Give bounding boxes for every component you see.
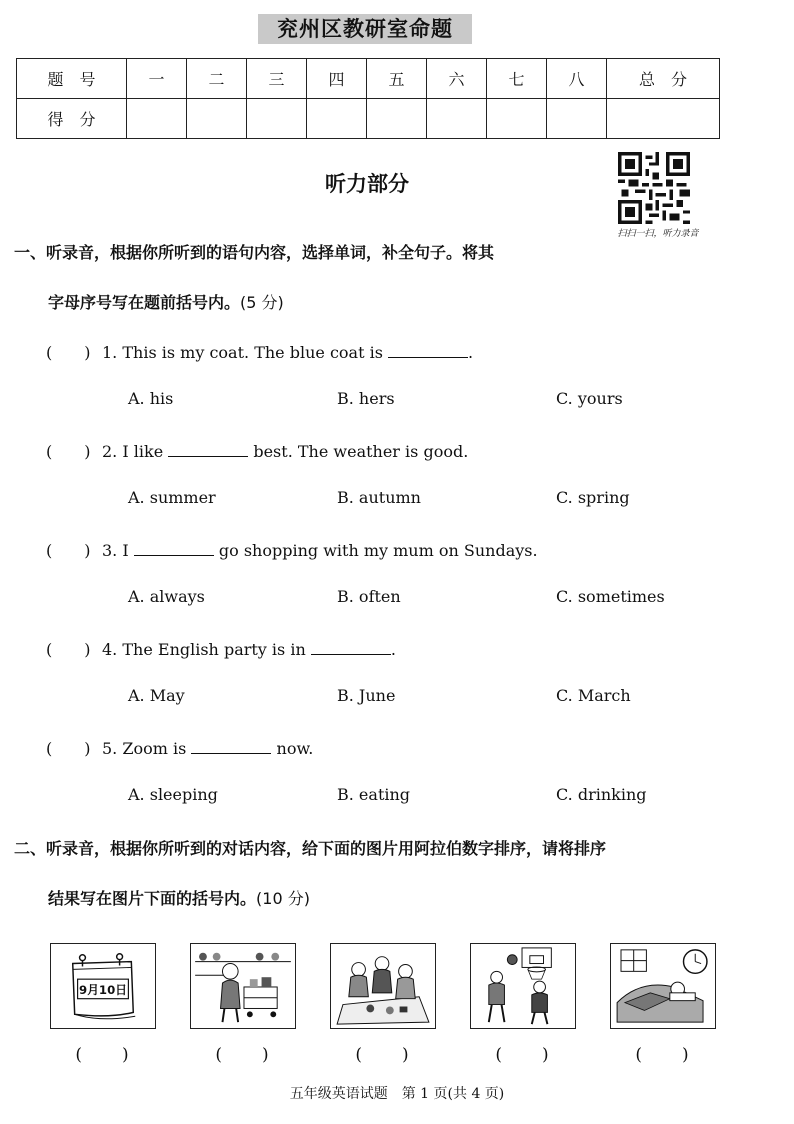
option-c: C. drinking (556, 785, 647, 804)
score-table (16, 58, 720, 139)
page-footer: 五年级英语试题 第 1 页(共 4 页) (289, 1086, 505, 1102)
score-cell[interactable] (367, 99, 427, 139)
score-cell[interactable] (307, 99, 367, 139)
option-b: B. June (337, 686, 396, 705)
score-cell[interactable] (187, 99, 247, 139)
question-5 (46, 736, 313, 759)
score-cell[interactable] (487, 99, 547, 139)
qr-caption: 扫扫一扫，听力录音 (617, 229, 699, 239)
option-c: C. sometimes (556, 587, 665, 606)
option-a: A. always (128, 587, 205, 606)
score-column-6: 六 (427, 59, 487, 99)
score-table-header-row (17, 59, 720, 99)
calendar-date-text: 9月10日 (79, 982, 127, 997)
score-table-score-row (17, 99, 720, 139)
question-text-pre: 1. This is my coat. The blue coat is (102, 343, 383, 362)
basketball-icon (470, 943, 576, 1029)
option-b: B. eating (337, 785, 411, 804)
score-column-1: 一 (127, 59, 187, 99)
score-row2-label: 得 分 (17, 99, 127, 139)
option-a: A. May (128, 686, 185, 705)
question-2 (46, 439, 468, 462)
answer-paren[interactable]: ( ) (46, 343, 91, 362)
question-text-post: best. The weather is good. (253, 442, 469, 461)
picture-2-answer-paren[interactable]: ( ) (215, 1045, 271, 1065)
picture-5-answer-paren[interactable]: ( ) (635, 1045, 691, 1065)
score-column-8: 八 (547, 59, 607, 99)
shopping-icon (190, 943, 296, 1029)
answer-paren[interactable]: ( ) (46, 442, 91, 461)
option-a: A. summer (128, 488, 216, 507)
score-total-cell[interactable] (607, 99, 720, 139)
question-text-post: . (468, 343, 474, 362)
question-3 (46, 538, 538, 561)
question-text-pre: 3. I (102, 541, 129, 560)
question-4 (46, 637, 396, 660)
fill-blank[interactable] (388, 342, 468, 358)
fill-blank[interactable] (168, 441, 248, 457)
option-c: C. March (556, 686, 631, 705)
fill-blank[interactable] (134, 540, 214, 556)
option-b: B. autumn (337, 488, 421, 507)
part1-instruction-line2 (48, 290, 284, 313)
option-c: C. yours (556, 389, 623, 408)
exam-header-title: 兖州区教研室命题 (258, 14, 472, 44)
picnic-icon (330, 943, 436, 1029)
question-text-pre: 4. The English party is in (102, 640, 306, 659)
question-text-pre: 2. I like (102, 442, 164, 461)
picture-4-answer-paren[interactable]: ( ) (495, 1045, 551, 1065)
score-column-7: 七 (487, 59, 547, 99)
part2-instruction-line2 (48, 886, 310, 909)
score-column-2: 二 (187, 59, 247, 99)
part2-points: (10 分) (256, 889, 310, 908)
score-row-label: 题 号 (17, 59, 127, 99)
answer-paren[interactable]: ( ) (46, 541, 91, 560)
part1-points: (5 分) (240, 293, 284, 312)
option-b: B. hers (337, 389, 395, 408)
question-text-post: now. (276, 739, 314, 758)
score-cell[interactable] (547, 99, 607, 139)
part2-instruction-text: 结果写在图片下面的括号内。 (48, 889, 257, 908)
calendar-icon (50, 943, 156, 1029)
fill-blank[interactable] (191, 738, 271, 754)
option-c: C. spring (556, 488, 630, 507)
answer-paren[interactable]: ( ) (46, 739, 91, 758)
score-cell[interactable] (247, 99, 307, 139)
section-title: 听力部分 (325, 172, 409, 196)
score-column-3: 三 (247, 59, 307, 99)
score-cell[interactable] (127, 99, 187, 139)
part1-instruction-text: 字母序号写在题前括号内。 (48, 293, 241, 312)
score-cell[interactable] (427, 99, 487, 139)
option-a: A. sleeping (128, 785, 218, 804)
question-1 (46, 340, 473, 363)
option-b: B. often (337, 587, 401, 606)
qr-code-icon[interactable] (618, 152, 690, 224)
picture-1-answer-paren[interactable]: ( ) (75, 1045, 131, 1065)
score-total-label: 总 分 (607, 59, 720, 99)
option-a: A. his (128, 389, 174, 408)
question-text-pre: 5. Zoom is (102, 739, 187, 758)
answer-paren[interactable]: ( ) (46, 640, 91, 659)
sleeping-icon (610, 943, 716, 1029)
part1-instruction-line1: 一、听录音，根据你所听到的语句内容，选择单词，补全句子。将其 (14, 243, 495, 262)
score-column-5: 五 (367, 59, 427, 99)
question-text-post: go shopping with my mum on Sundays. (218, 541, 538, 560)
score-column-4: 四 (307, 59, 367, 99)
question-text-post: . (390, 640, 396, 659)
part2-instruction-line1: 二、听录音，根据你所听到的对话内容，给下面的图片用阿拉伯数字排序，请将排序 (14, 839, 607, 858)
fill-blank[interactable] (311, 639, 391, 655)
picture-3-answer-paren[interactable]: ( ) (355, 1045, 411, 1065)
